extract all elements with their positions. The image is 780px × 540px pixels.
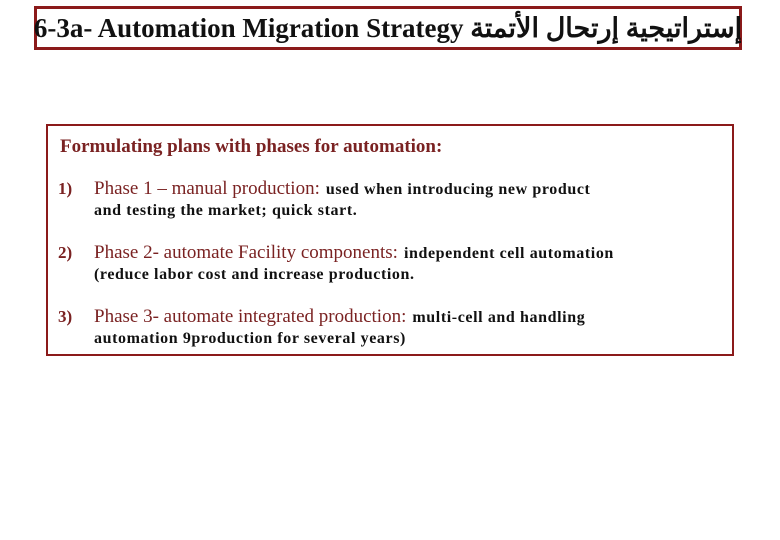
list-item (58, 178, 718, 220)
section-heading: Formulating plans with phases for automation: (60, 136, 443, 157)
item-description: independent cell automation (403, 245, 614, 262)
item-number: 3) (58, 307, 73, 326)
item-continuation: and testing the market; quick start. (94, 202, 358, 219)
content-box (46, 124, 734, 356)
slide-title-arabic: إستراتيجية إرتحال الأتمتة (470, 12, 743, 43)
item-description: used when introducing new product (325, 181, 591, 198)
item-number: 1) (58, 179, 73, 198)
list-item (58, 242, 718, 284)
item-continuation: automation 9production for several years) (94, 330, 406, 347)
item-phase: Phase 3- automate integrated production: (94, 306, 407, 327)
slide-title (34, 13, 742, 44)
title-box (34, 6, 742, 50)
slide-title-english: 6-3a- Automation Migration Strategy (33, 12, 464, 43)
item-continuation: (reduce labor cost and increase production. (94, 266, 415, 283)
item-phase: Phase 2- automate Facility components: (94, 242, 398, 263)
item-number: 2) (58, 243, 73, 262)
list-item (58, 306, 718, 348)
item-phase: Phase 1 – manual production: (94, 178, 320, 199)
item-description: multi-cell and handling (412, 309, 586, 326)
